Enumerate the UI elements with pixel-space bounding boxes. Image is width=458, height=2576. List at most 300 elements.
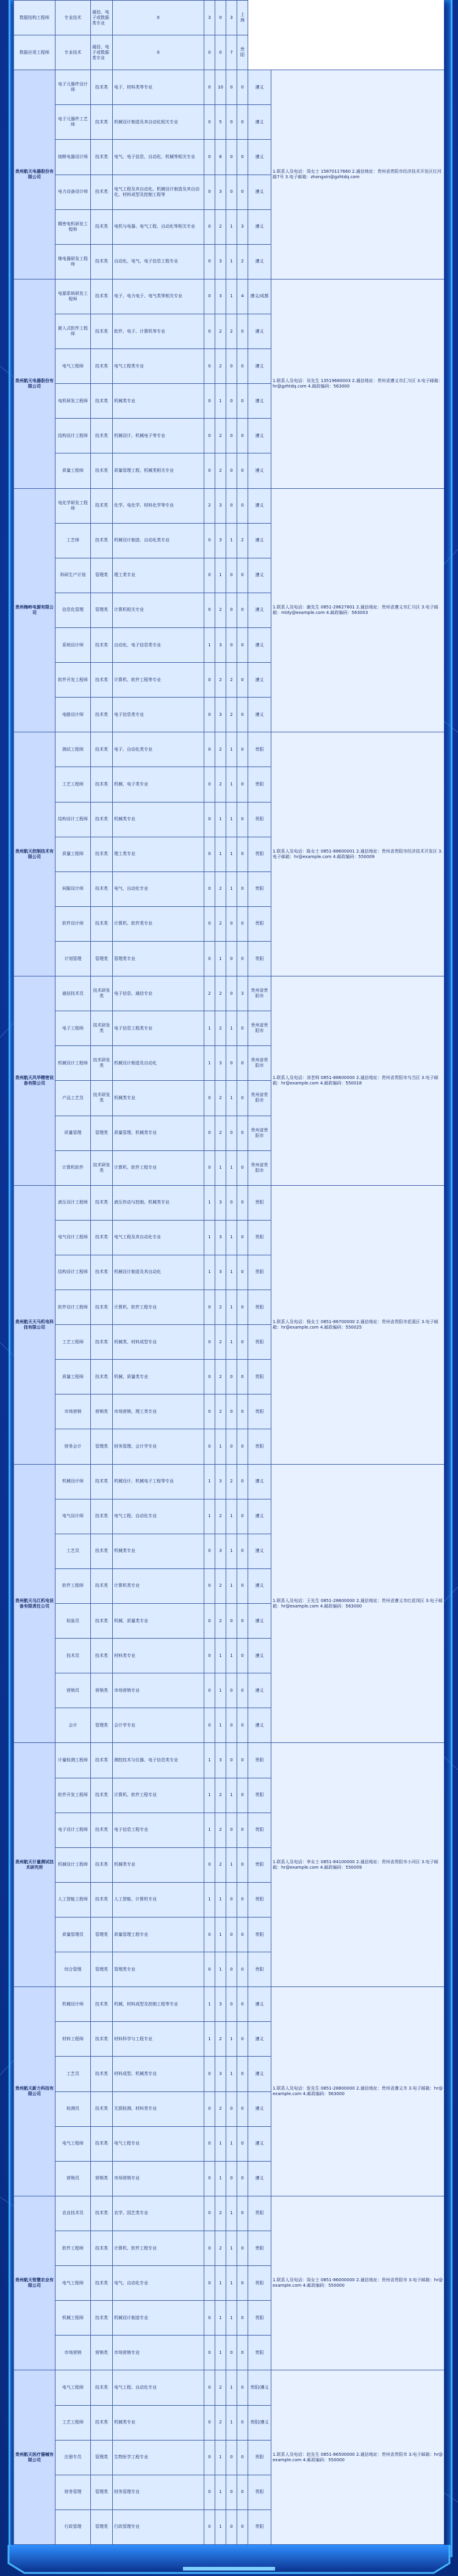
- count-master-cell: 3: [215, 1987, 226, 2022]
- position-cell: 综合管理: [55, 1952, 91, 1987]
- count-bachelor-cell: 1: [226, 1499, 237, 1534]
- count-doctor-cell: 0: [204, 2196, 215, 2231]
- count-master-cell: 2: [215, 1604, 226, 1639]
- requirement-cell: 市场营销专业: [113, 2336, 204, 2370]
- table-row: [14, 488, 445, 523]
- location-cell: 贵阳/遵义: [248, 2405, 271, 2440]
- count-college-cell: 0: [237, 419, 248, 453]
- category-cell: 技术类: [91, 1987, 113, 2022]
- location-cell: 遵义: [248, 1639, 271, 1673]
- count-college-cell: 0: [237, 1952, 248, 1987]
- count-master-cell: 2: [215, 453, 226, 488]
- location-cell: 贵阳: [248, 2231, 271, 2266]
- count-bachelor-cell: 2: [226, 1464, 237, 1499]
- location-cell: 贵阳: [248, 1918, 271, 1952]
- position-cell: 结构设计工程师: [55, 802, 91, 837]
- count-doctor-cell: 0: [204, 209, 215, 244]
- requirement-cell: 机械类专业: [113, 1847, 204, 1882]
- requirement-cell: 管理类专业: [113, 1952, 204, 1987]
- position-cell: 质量工程师: [55, 837, 91, 871]
- count-college-cell: 0: [237, 1290, 248, 1325]
- requirement-cell: 电气、自动化专业: [113, 2266, 204, 2301]
- requirement-cell: 机械类专业: [113, 2405, 204, 2440]
- position-cell: 工艺工程师: [55, 1325, 91, 1360]
- category-cell: 技术类: [91, 1499, 113, 1534]
- category-cell: 技术类: [91, 1568, 113, 1603]
- requirement-cell: 无损检测、材料类专业: [113, 2091, 204, 2126]
- count-doctor-cell: 0: [204, 698, 215, 732]
- category-cell: 技术类: [91, 279, 113, 314]
- requirement-cell: 电子信息工程类专业: [113, 1011, 204, 1046]
- category-cell: 技术类: [91, 419, 113, 453]
- count-doctor-cell: 0: [204, 1568, 215, 1603]
- position-cell: 机械设计工程师: [55, 1046, 91, 1081]
- bottom-decoration: [0, 2545, 458, 2576]
- count-doctor-cell: 0: [204, 1360, 215, 1394]
- count-doctor-cell: 1: [204, 1813, 215, 1847]
- position-cell: 电气工程师: [55, 349, 91, 384]
- count-college-cell: 0: [237, 1046, 248, 1081]
- requirement-cell: 自动化、电子信息类专业: [113, 627, 204, 662]
- count-bachelor-cell: 0: [226, 1882, 237, 1917]
- count-bachelor-cell: 0: [226, 175, 237, 209]
- category-cell: 技术类: [91, 1639, 113, 1673]
- location-cell: 贵阳: [248, 1394, 271, 1429]
- category-cell: 技术类: [91, 1360, 113, 1394]
- table-row: [14, 1987, 445, 2022]
- count-master-cell: 3: [215, 698, 226, 732]
- count-bachelor-cell: 0: [226, 1429, 237, 1464]
- requirement-cell: 人工智能、计算机专业: [113, 1882, 204, 1917]
- count-college-cell: 0: [237, 732, 248, 767]
- requirement-cell: 电子、电力电子、电气类等相关专业: [113, 279, 204, 314]
- count-master-cell: 1: [215, 837, 226, 871]
- count-bachelor-cell: 1: [226, 209, 237, 244]
- count-doctor-cell: 1: [204, 627, 215, 662]
- count-bachelor-cell: 0: [226, 1116, 237, 1150]
- position-cell: 机械设计工程师: [55, 1847, 91, 1882]
- position-cell: 伺服设计师: [55, 871, 91, 906]
- table-row: [14, 70, 445, 105]
- location-cell: 遵义: [248, 558, 271, 593]
- position-cell: 计算机软件: [55, 1150, 91, 1185]
- count-college-cell: 0: [237, 1360, 248, 1394]
- location-cell: 遵义: [248, 1568, 271, 1603]
- location-cell: 贵州省贵阳市: [248, 1150, 271, 1185]
- count-master-cell: 2: [215, 314, 226, 348]
- count-master-cell: 3: [215, 488, 226, 523]
- count-bachelor-cell: 0: [226, 558, 237, 593]
- position-cell: 软件工程师: [55, 2231, 91, 2266]
- count-bachelor-cell: 1: [226, 1150, 237, 1185]
- count-college-cell: 0: [237, 175, 248, 209]
- count-college-cell: 0: [237, 1394, 248, 1429]
- category-cell: 技术类: [91, 871, 113, 906]
- count-college-cell: 0: [237, 802, 248, 837]
- count-master-cell: 1: [215, 1918, 226, 1952]
- category-cell: 技术类: [91, 906, 113, 941]
- count-college-cell: 0: [237, 1464, 248, 1499]
- count-college-cell: 0: [237, 906, 248, 941]
- category-cell: 技术类: [91, 140, 113, 175]
- position-cell: 嵌入式软件工程师: [55, 314, 91, 348]
- contact-cell: 1.联系人及电话：周女士 0851-86000000 2.通信地址：贵州省贵阳市 3.电子邮箱：hr@example.com 4.邮政编码：550000: [271, 2196, 445, 2370]
- count-doctor-cell: 0: [204, 593, 215, 627]
- count-master-cell: 1: [215, 1673, 226, 1708]
- requirement-cell: 理工类专业: [113, 558, 204, 593]
- count-college-cell: 0: [237, 1743, 248, 1778]
- category-cell: 技术类: [91, 2057, 113, 2091]
- location-cell: 贵阳: [248, 2266, 271, 2301]
- count-master-cell: 1: [215, 2440, 226, 2475]
- requirement-cell: 材料成型、机械类专业: [113, 2057, 204, 2091]
- position-cell: 质量管理员: [55, 1918, 91, 1952]
- position-cell: 质量工程师: [55, 453, 91, 488]
- count-bachelor-cell: 1: [226, 2057, 237, 2091]
- count-master-cell: 2: [215, 2091, 226, 2126]
- contact-cell: 1.联系人及电话：王先生 0851-28600000 2.通信地址：贵州省遵义市红花岗区 3.电子邮箱：hr@example.com 4.邮政编码：563000: [271, 1464, 445, 1743]
- count-doctor-cell: 0: [204, 523, 215, 558]
- count-college-cell: 0: [237, 2266, 248, 2301]
- category-cell: 管理类: [91, 1918, 113, 1952]
- category-cell: 技术类: [91, 1743, 113, 1778]
- count-master-cell: 3: [215, 2057, 226, 2091]
- count-college-cell: 0: [237, 2405, 248, 2440]
- count-bachelor-cell: 0: [226, 1918, 237, 1952]
- count-master-cell: 3: [215, 279, 226, 314]
- count-college-cell: 0: [237, 1011, 248, 1046]
- count-college-cell: 0: [237, 767, 248, 802]
- location-cell: 贵州省贵阳市: [248, 1081, 271, 1116]
- table-row: [14, 976, 445, 1011]
- position-cell: 软件开发工程师: [55, 1778, 91, 1813]
- count-doctor-cell: 1: [204, 1743, 215, 1778]
- requirement-cell: 电气工程类专业: [113, 349, 204, 384]
- location-cell: 遵义: [248, 627, 271, 662]
- position-cell: 计划管理: [55, 941, 91, 976]
- position-cell: 质量管理: [55, 1116, 91, 1150]
- count-master-cell: 2: [215, 871, 226, 906]
- position-cell: 数据结构工程师: [14, 1, 55, 35]
- count-doctor-cell: 0: [204, 837, 215, 871]
- count-master-cell: 3: [204, 1, 215, 35]
- category-cell: 技术类: [91, 488, 113, 523]
- count-college-cell: 0: [237, 593, 248, 627]
- requirement-cell: 农学、园艺类专业: [113, 2196, 204, 2231]
- count-doctor-cell: 1: [204, 1046, 215, 1081]
- category-cell: 营销类: [91, 1673, 113, 1708]
- count-master-cell: 1: [215, 384, 226, 419]
- location-cell: 贵阳: [248, 871, 271, 906]
- location-cell: 遵义: [248, 349, 271, 384]
- count-doctor-cell: 0: [204, 871, 215, 906]
- contact-cell: 1.联系人及电话：周女士 15870117660 2.通信地址：贵州省贵阳市经济技术开发区红河路7号 3.电子邮箱：zhongxin@gzhtdq.com: [271, 70, 445, 280]
- category-cell: 技术类: [91, 802, 113, 837]
- count-college-cell: 0: [237, 1499, 248, 1534]
- position-cell: 电机研发工程师: [55, 384, 91, 419]
- count-doctor-cell: 0: [204, 1116, 215, 1150]
- count-doctor-cell: 0: [204, 1081, 215, 1116]
- count-bachelor-cell: 0: [226, 105, 237, 140]
- requirement-cell: 市场营销专业: [113, 2161, 204, 2196]
- requirement-cell: 计算机类专业: [113, 1568, 204, 1603]
- requirement-cell: 材料类专业: [113, 1639, 204, 1673]
- count-college-cell: 0: [237, 2057, 248, 2091]
- position-cell: 机械设计师: [55, 1464, 91, 1499]
- count-college-cell: 0: [237, 2161, 248, 2196]
- count-bachelor-cell: 1: [226, 732, 237, 767]
- count-doctor-cell: 1: [204, 2022, 215, 2057]
- requirement-cell: 电气工程、自动化专业: [113, 1499, 204, 1534]
- count-doctor-cell: 0: [204, 2509, 215, 2544]
- count-doctor-cell: 0: [204, 1290, 215, 1325]
- category-cell: 技术类: [91, 1290, 113, 1325]
- count-doctor-cell: 0: [204, 105, 215, 140]
- requirement-cell: 计算机、软件工程专业: [113, 2231, 204, 2266]
- location-cell: 遵义: [248, 698, 271, 732]
- requirement-cell: 计算机、软件工程等专业: [113, 663, 204, 698]
- count-doctor-cell: 0: [204, 1534, 215, 1568]
- category-cell: 技术类: [91, 349, 113, 384]
- position-cell: 工艺工程师: [55, 2405, 91, 2440]
- count-master-cell: 2: [215, 906, 226, 941]
- count-doctor-cell: 0: [204, 558, 215, 593]
- table-row: [14, 35, 445, 70]
- category-cell: 管理类: [91, 593, 113, 627]
- count-master-cell: 3: [215, 175, 226, 209]
- position-cell: 电气工程师: [55, 2126, 91, 2161]
- position-cell: 电子工程师: [55, 1011, 91, 1046]
- count-college-cell: 4: [237, 279, 248, 314]
- table-row: [14, 1464, 445, 1499]
- count-master-cell: 2: [215, 1847, 226, 1882]
- count-master-cell: 1: [215, 1150, 226, 1185]
- location-cell: 贵阳: [248, 941, 271, 976]
- count-doctor-cell: 0: [204, 2370, 215, 2405]
- requirement-cell: 财务管理、会计学专业: [113, 1429, 204, 1464]
- count-doctor-cell: 0: [204, 1847, 215, 1882]
- location-cell: 遵义: [248, 2126, 271, 2161]
- count-master-cell: 8: [215, 140, 226, 175]
- requirement-cell: 电气、自动化专业: [113, 871, 204, 906]
- location-cell: 贵阳: [248, 2440, 271, 2475]
- bottom-frame-svg: [0, 2545, 458, 2576]
- category-cell: 技术类: [91, 1604, 113, 1639]
- location-cell: 遵义: [248, 2022, 271, 2057]
- category-cell: 技术类: [91, 2126, 113, 2161]
- category-cell: 技术类: [91, 2196, 113, 2231]
- position-cell: 市场营销: [55, 1394, 91, 1429]
- count-bachelor-cell: 0: [226, 2509, 237, 2544]
- location-cell: 遵义: [248, 419, 271, 453]
- requirement-cell: 机械设计制造及其自动化: [113, 1255, 204, 1290]
- company-cell: 贵州航天医疗器械有限公司: [14, 2370, 55, 2545]
- requirement-cell: 电子信息工程专业: [113, 1813, 204, 1847]
- count-college-cell: 0: [237, 2336, 248, 2370]
- category-cell: 技术类: [91, 2405, 113, 2440]
- location-cell: 遵义: [248, 593, 271, 627]
- requirement-cell: 通信、电子或数据类专业: [91, 1, 113, 35]
- requirement-cell: 行政管理专业: [113, 2509, 204, 2544]
- requirement-cell: 机械、质量类专业: [113, 1360, 204, 1394]
- category-cell: 管理类: [91, 2440, 113, 2475]
- count-college-cell: 2: [237, 244, 248, 279]
- requirement-cell: 计算机、软件类专业: [113, 906, 204, 941]
- count-master-cell: 2: [215, 663, 226, 698]
- category-cell: 技术类: [91, 1220, 113, 1255]
- count-college-cell: 0: [237, 314, 248, 348]
- count-bachelor-cell: 0: [226, 1394, 237, 1429]
- category-cell: 技术类: [91, 175, 113, 209]
- location-cell: 贵阳: [248, 1220, 271, 1255]
- count-doctor-cell: 0: [204, 2301, 215, 2336]
- count-college-cell: 0: [237, 871, 248, 906]
- location-cell: 遵义: [248, 105, 271, 140]
- category-cell: 营销类: [91, 2161, 113, 2196]
- count-bachelor-cell: 0: [226, 1360, 237, 1394]
- table-row: [14, 2196, 445, 2231]
- count-bachelor-cell: 1: [226, 1255, 237, 1290]
- count-doctor-cell: 0: [204, 2405, 215, 2440]
- position-cell: 软件设计师: [55, 906, 91, 941]
- count-bachelor-cell: 0: [226, 70, 237, 105]
- count-bachelor-cell: 0: [226, 1046, 237, 1081]
- count-doctor-cell: 0: [113, 35, 204, 70]
- count-college-cell: 3: [226, 1, 237, 35]
- count-master-cell: 3: [215, 1046, 226, 1081]
- count-doctor-cell: 0: [113, 1, 204, 35]
- position-cell: 软件开发工程师: [55, 663, 91, 698]
- location-cell: 贵阳: [248, 732, 271, 767]
- position-cell: 质量工程师: [55, 1360, 91, 1394]
- count-master-cell: 2: [215, 976, 226, 1011]
- count-doctor-cell: 0: [204, 2336, 215, 2370]
- location-cell: 遵义: [248, 140, 271, 175]
- count-master-cell: 3: [215, 523, 226, 558]
- category-cell: 技术类: [91, 384, 113, 419]
- position-cell: 电化学研发工程师: [55, 488, 91, 523]
- location-cell: 遵义: [248, 384, 271, 419]
- count-master-cell: 2: [215, 767, 226, 802]
- position-cell: 测试工程师: [55, 732, 91, 767]
- requirement-cell: 液压传动与控制、机械类专业: [113, 1185, 204, 1220]
- count-master-cell: 2: [215, 1778, 226, 1813]
- count-doctor-cell: 1: [204, 1778, 215, 1813]
- category-cell: 技术类: [91, 2301, 113, 2336]
- count-bachelor-cell: 0: [226, 2440, 237, 2475]
- requirement-cell: 机械、材料成型及控制工程等专业: [113, 1987, 204, 2022]
- count-doctor-cell: 1: [204, 1987, 215, 2022]
- category-cell: 技术类: [91, 1778, 113, 1813]
- count-bachelor-cell: 1: [226, 1220, 237, 1255]
- position-cell: 电气设计师: [55, 1499, 91, 1534]
- category-cell: 技术类: [91, 732, 113, 767]
- count-doctor-cell: 0: [204, 279, 215, 314]
- count-college-cell: 0: [237, 1847, 248, 1882]
- location-cell: 贵阳: [248, 1185, 271, 1220]
- location-cell: 贵阳: [248, 802, 271, 837]
- count-master-cell: 2: [215, 2231, 226, 2266]
- count-master-cell: 2: [215, 1011, 226, 1046]
- count-master-cell: 10: [215, 70, 226, 105]
- count-college-cell: 0: [237, 70, 248, 105]
- position-cell: 营销员: [55, 1673, 91, 1708]
- category-cell: 技术类: [91, 314, 113, 348]
- count-doctor-cell: 0: [204, 802, 215, 837]
- count-bachelor-cell: 0: [226, 1952, 237, 1987]
- count-college-cell: 0: [237, 1778, 248, 1813]
- requirement-cell: 财务管理专业: [113, 2475, 204, 2509]
- contact-cell: 1.联系人及电话：吴先生 13519680003 2.通信地址：贵州省遵义市汇川区 3.电子邮箱：hr@gzhtdq.com 4.邮政编码：563000: [271, 279, 445, 488]
- position-cell: 熔断电器设计师: [55, 140, 91, 175]
- position-cell: 结构设计工程师: [55, 1255, 91, 1290]
- location-cell: 贵阳: [248, 906, 271, 941]
- count-master-cell: 3: [215, 1464, 226, 1499]
- requirement-cell: 计算机、软件工程专业: [113, 1778, 204, 1813]
- location-cell: 遵义: [248, 1673, 271, 1708]
- count-college-cell: 0: [237, 488, 248, 523]
- count-master-cell: 2: [215, 1290, 226, 1325]
- count-doctor-cell: 1: [204, 1882, 215, 1917]
- category-cell: 技术类: [91, 2231, 113, 2266]
- count-doctor-cell: 0: [204, 1325, 215, 1360]
- count-master-cell: 1: [215, 1429, 226, 1464]
- count-bachelor-cell: 1: [226, 1568, 237, 1603]
- table-body: [14, 1, 445, 2545]
- contact-cell: 1.联系人及电话：陈女士 0851-88600001 2.通信地址：贵州省贵阳市经济技术开发区 3.电子邮箱：hr@example.com 4.邮政编码：550009: [271, 732, 445, 976]
- requirement-cell: 机械设计制造专业: [113, 2301, 204, 2336]
- category-cell: 技术类: [91, 1847, 113, 1882]
- position-cell: 继电器研发工程师: [55, 244, 91, 279]
- count-master-cell: 3: [215, 1220, 226, 1255]
- count-college-cell: 0: [237, 698, 248, 732]
- count-master-cell: 2: [215, 349, 226, 384]
- count-master-cell: 1: [215, 558, 226, 593]
- count-college-cell: 0: [237, 1150, 248, 1185]
- count-college-cell: 0: [237, 2475, 248, 2509]
- requirement-cell: 电子信息、通信专业: [113, 976, 204, 1011]
- count-doctor-cell: 0: [204, 1150, 215, 1185]
- count-college-cell: 0: [237, 2231, 248, 2266]
- location-cell: 贵阳: [248, 2336, 271, 2370]
- count-bachelor-cell: 0: [226, 453, 237, 488]
- count-doctor-cell: 0: [204, 1918, 215, 1952]
- location-cell: 贵阳: [248, 1778, 271, 1813]
- requirement-cell: 通信、电子或数据类专业: [91, 35, 113, 70]
- table-row: [14, 1185, 445, 1220]
- count-master-cell: 3: [215, 1185, 226, 1220]
- count-bachelor-cell: 0: [226, 1987, 237, 2022]
- location-cell: 遵义: [248, 2057, 271, 2091]
- count-master-cell: 3: [215, 244, 226, 279]
- count-bachelor-cell: 1: [226, 2196, 237, 2231]
- count-college-cell: 0: [237, 1882, 248, 1917]
- count-doctor-cell: 0: [204, 453, 215, 488]
- count-college-cell: 0: [237, 1534, 248, 1568]
- company-cell: 贵州航天乌江机电设备有限责任公司: [14, 1464, 55, 1743]
- count-bachelor-cell: 0: [226, 1185, 237, 1220]
- count-bachelor-cell: 0: [226, 140, 237, 175]
- contact-cell: 1.联系人及电话：李女士 0851-84100000 2.通信地址：贵州省贵阳市小河区 3.电子邮箱：hr@example.com 4.邮政编码：550009: [271, 1743, 445, 1987]
- category-cell: 技术类: [91, 2022, 113, 2057]
- requirement-cell: 会计学专业: [113, 1708, 204, 1743]
- requirement-cell: 理工类专业: [113, 837, 204, 871]
- count-master-cell: 1: [215, 1882, 226, 1917]
- location-cell: 遵义: [248, 2091, 271, 2126]
- location-cell: 遵义: [248, 1604, 271, 1639]
- location-cell: 遵义: [248, 1499, 271, 1534]
- position-cell: 产品工艺员: [55, 1081, 91, 1116]
